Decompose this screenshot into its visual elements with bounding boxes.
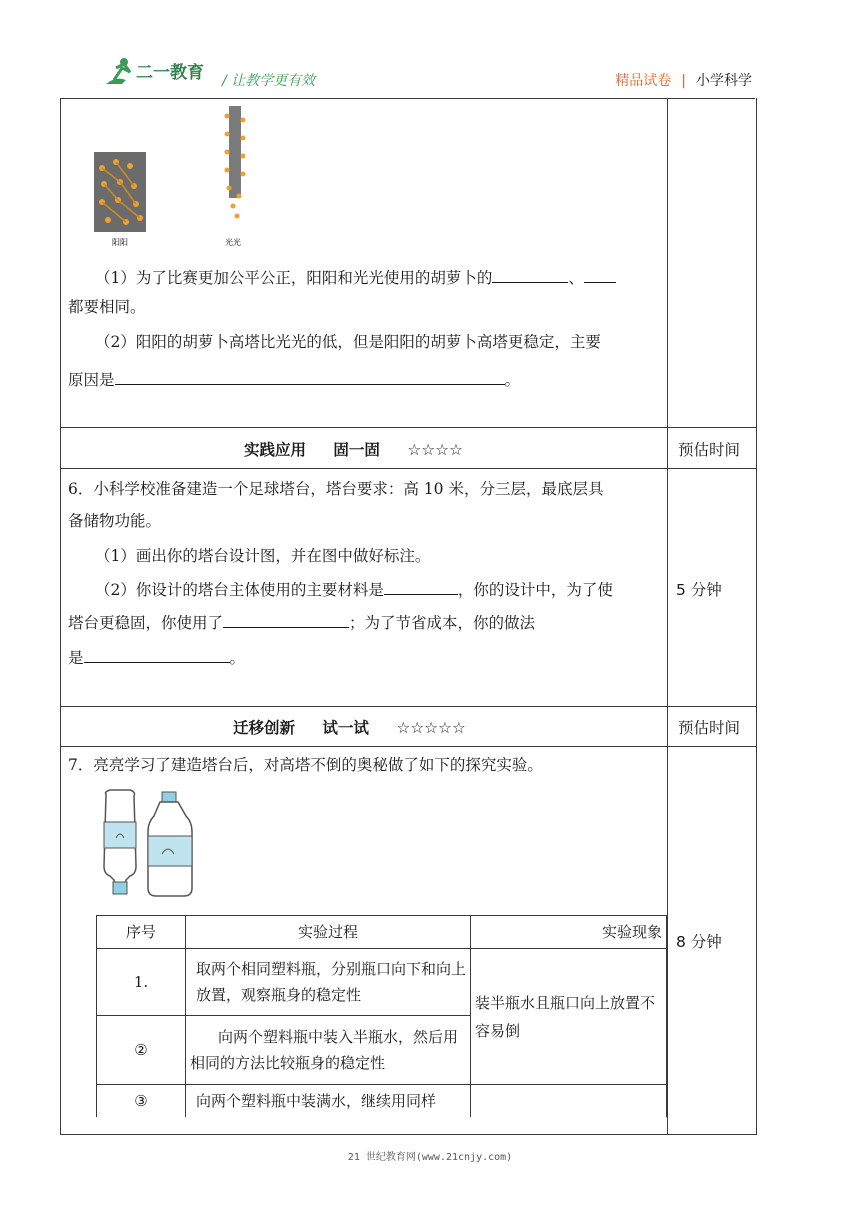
q5-part1 bbox=[95, 266, 616, 289]
row-divider bbox=[60, 468, 756, 469]
q6-line2: 备储物功能。 bbox=[68, 512, 162, 530]
row-divider bbox=[60, 746, 756, 747]
header-cell: 实验现象 bbox=[471, 916, 667, 949]
header-right bbox=[615, 70, 752, 90]
q5-part1-text: （1）为了比赛更加公平公正，阳阳和光光使用的胡萝卜的 bbox=[95, 269, 493, 287]
logo-icon bbox=[102, 54, 214, 88]
header-cell: 实验过程 bbox=[186, 916, 471, 949]
answer-blank[interactable] bbox=[223, 611, 349, 628]
q7-intro: 7．亮亮学习了建造塔台后，对高塔不倒的奥秘做了如下的探究实验。 bbox=[68, 756, 543, 774]
section-title: 实践应用 bbox=[244, 441, 307, 459]
bottles-image bbox=[96, 788, 196, 902]
q6-line5-text: 塔台更稳固，你使用了 bbox=[68, 614, 224, 632]
row-process: 向两个塑料瓶中装满水，继续用同样 bbox=[186, 1085, 471, 1118]
answer-blank[interactable] bbox=[84, 646, 230, 663]
row-number: 1. bbox=[97, 949, 186, 1016]
difficulty-stars: ☆☆☆☆ bbox=[407, 441, 463, 459]
row-divider bbox=[60, 427, 756, 428]
q6-line4 bbox=[95, 578, 613, 601]
section-practice-title bbox=[244, 438, 463, 460]
section-subtitle: 固一固 bbox=[333, 441, 380, 459]
q6-line6-text: 是 bbox=[68, 649, 84, 667]
q6-line4-text: （2）你设计的塔台主体使用的主要材料是 bbox=[95, 581, 384, 599]
slogan: / 让教学更有效 bbox=[222, 73, 316, 89]
q5-part1-sep: 、 bbox=[568, 269, 584, 287]
q6-line4-end: ，你的设计中，为了使 bbox=[457, 581, 613, 599]
row-process: 取两个相同塑料瓶，分别瓶口向下和向上放置，观察瓶身的稳定性 bbox=[186, 949, 471, 1016]
svg-text:二一教育: 二一教育 bbox=[136, 63, 204, 83]
header-separator: | bbox=[681, 73, 686, 89]
table-row bbox=[97, 1085, 667, 1118]
q6-time: 5 分钟 bbox=[676, 581, 722, 599]
subject-label: 小学科学 bbox=[696, 73, 752, 89]
q5-part2-label: 原因是 bbox=[68, 371, 115, 389]
carrot-tower-image-right bbox=[215, 106, 255, 248]
svg-text:阳阳: 阳阳 bbox=[112, 238, 128, 247]
q6-line6 bbox=[68, 646, 245, 669]
table-header-row bbox=[97, 916, 667, 949]
difficulty-stars: ☆☆☆☆☆ bbox=[396, 719, 466, 737]
section-subtitle: 试一试 bbox=[322, 719, 369, 737]
table-row bbox=[97, 949, 667, 1016]
empty-cell bbox=[471, 1085, 667, 1118]
q6-line6-end: 。 bbox=[229, 649, 246, 667]
q6-line5-end: ；为了节省成本，你的做法 bbox=[349, 614, 536, 632]
estimated-time-label: 预估时间 bbox=[678, 441, 741, 459]
row-number: ③ bbox=[97, 1085, 186, 1118]
q5-part2-cont bbox=[68, 368, 520, 391]
page-header bbox=[0, 0, 860, 100]
q5-part2-end: 。 bbox=[504, 371, 521, 389]
q6-line1: 6．小科学校准备建造一个足球塔台，塔台要求：高 10 米，分三层，最底层具 bbox=[68, 480, 604, 498]
page-footer: 21 世纪教育网(www.21cnjy.com) bbox=[347, 1152, 513, 1163]
q7-time: 8 分钟 bbox=[676, 933, 722, 951]
answer-blank[interactable] bbox=[384, 578, 458, 595]
carrot-tower-image-left bbox=[90, 148, 150, 248]
header-cell: 序号 bbox=[97, 916, 186, 949]
svg-text:光光: 光光 bbox=[225, 238, 241, 247]
q5-part1-cont: 都要相同。 bbox=[68, 298, 146, 316]
merged-result: 装半瓶水且瓶口向上放置不容易倒 bbox=[471, 949, 667, 1085]
estimated-time-label: 预估时间 bbox=[678, 719, 741, 737]
section-title: 迁移创新 bbox=[233, 719, 296, 737]
q5-part2: （2）阳阳的胡萝卜高塔比光光的低，但是阳阳的胡萝卜高塔更稳定，主要 bbox=[95, 333, 601, 351]
q6-line5 bbox=[68, 611, 535, 634]
experiment-table bbox=[96, 915, 667, 1117]
answer-blank[interactable] bbox=[492, 266, 568, 283]
row-process: 向两个塑料瓶中装入半瓶水，然后用相同的方法比较瓶身的稳定性 bbox=[186, 1016, 471, 1085]
section-transfer-title bbox=[233, 716, 466, 738]
time-column-divider bbox=[667, 98, 668, 1134]
answer-blank[interactable] bbox=[115, 368, 505, 385]
q6-line3: （1）画出你的塔台设计图，并在图中做好标注。 bbox=[95, 547, 431, 565]
answer-blank[interactable] bbox=[584, 266, 616, 283]
brand-label: 精品试卷 bbox=[615, 73, 672, 89]
row-number: ② bbox=[97, 1016, 186, 1085]
row-divider bbox=[60, 706, 756, 707]
